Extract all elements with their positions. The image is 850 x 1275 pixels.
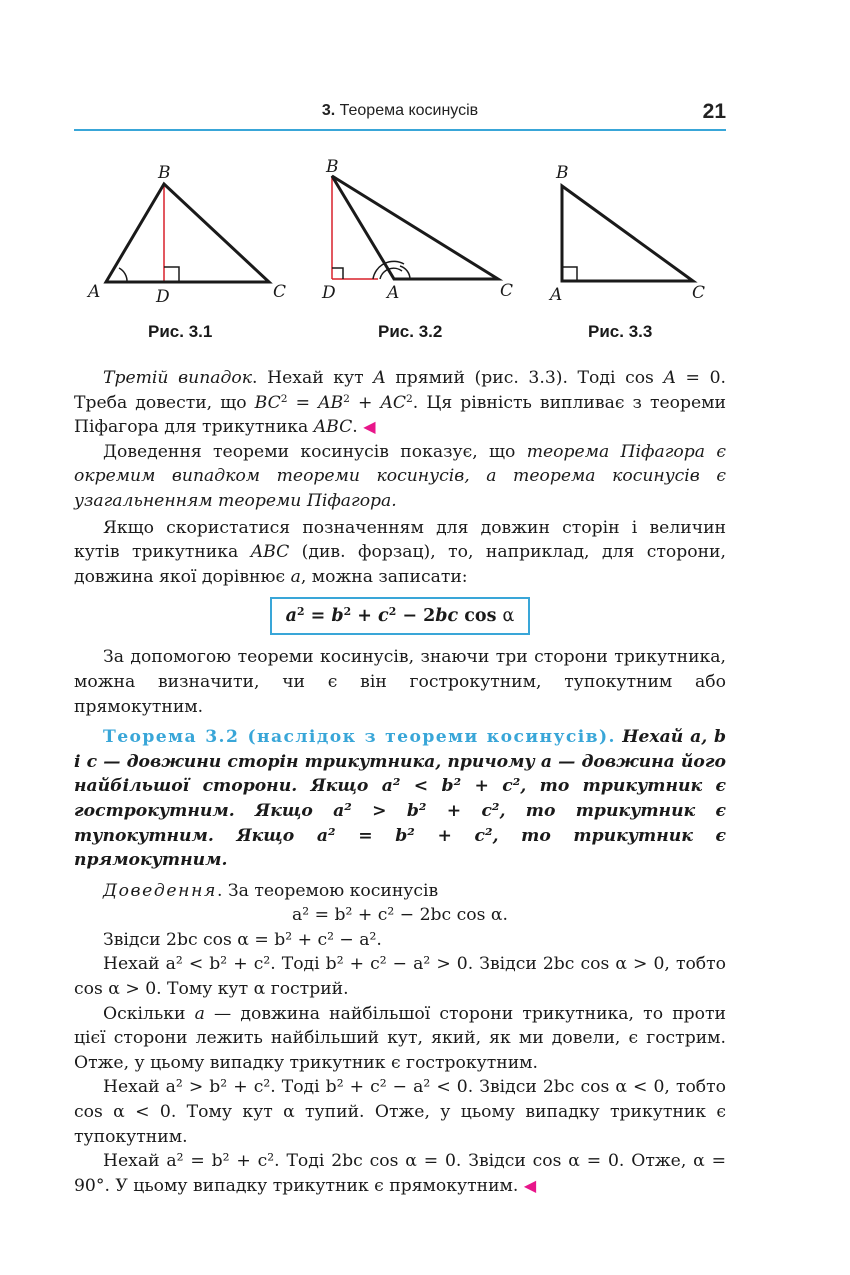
paragraph-third-case: Третій випадок. Нехай кут A прямий (рис. 3.3). Тоді cos A = 0. Треба довести, що $BC^2 = AB^2 + AC^2$. Ця рівність випливає з теореми Піфагора для трикутника ABC. ◀ bbox=[74, 368, 726, 438]
paragraph-notation bbox=[74, 516, 726, 590]
formula-box-wrapper bbox=[74, 597, 726, 635]
section-number: 3. bbox=[321, 102, 336, 119]
proof-label: Доведення bbox=[103, 880, 217, 901]
figure-caption-3-1: Рис. 3.1 bbox=[148, 322, 213, 341]
section-title: Теорема косинусів bbox=[339, 102, 479, 119]
text-run: . bbox=[352, 417, 358, 438]
vertex-label-b: B bbox=[158, 163, 171, 183]
math-var: A bbox=[373, 368, 386, 388]
case-label: Третій випадок bbox=[103, 368, 253, 388]
text-run: . Ця рівність випливає з теореми Піфагора для трикутника bbox=[74, 392, 726, 438]
math-var: ABC bbox=[313, 417, 353, 438]
vertex-label-c: C bbox=[273, 282, 287, 302]
theorem-title: Теорема 3.2 (наслідок з теореми косинусів). bbox=[103, 727, 616, 748]
vertex-label-b: B bbox=[556, 163, 569, 183]
end-of-proof-marker: ◀ bbox=[363, 417, 376, 437]
header-rule bbox=[74, 129, 726, 131]
page-header bbox=[74, 100, 726, 128]
right-angle-mark bbox=[332, 268, 343, 279]
text-run: , можна записати: bbox=[300, 566, 468, 587]
text-run: прямий (рис. 3.3). Тоді cos bbox=[385, 368, 664, 388]
running-title bbox=[74, 102, 726, 120]
figure-3-2-drawing bbox=[318, 150, 528, 310]
text-run: Якщо скористатися позначенням для довжин сторін і величин кутів трикутника bbox=[74, 517, 726, 563]
figure-3-3-drawing bbox=[546, 150, 726, 310]
vertex-label-d: D bbox=[156, 287, 170, 307]
italic-statement: теорема Піфагора є окремим випадком теореми косинусів, а теорема косинусів є узагальненням теореми Піфагора. bbox=[74, 441, 726, 511]
vertex-label-c: C bbox=[500, 281, 514, 301]
triangle-abc bbox=[562, 186, 693, 281]
vertex-label-b: B bbox=[326, 157, 339, 177]
paragraph-classification: За допомогою теореми косинусів, знаючи три сторони трикутника, можна визначити, чи є він гострокутним, тупокутним або прямокутним. bbox=[74, 647, 726, 717]
end-of-proof-marker: ◀ bbox=[523, 1175, 537, 1195]
proof-obtuse-case: Нехай a² > b² + c². Тоді b² + c² − a² < 0. Звідси 2bc cos α < 0, тобто cos α < 0. Тому кут α тупий. Отже, у цьому випадку трикутник є тупокутним. bbox=[74, 1077, 726, 1147]
text-run: Оскільки bbox=[103, 1003, 195, 1024]
angle-arc-a bbox=[119, 268, 127, 282]
text-run: Доведення теореми косинусів показує, що bbox=[103, 441, 527, 462]
vertex-label-a: A bbox=[88, 282, 101, 302]
vertex-label-a: A bbox=[387, 283, 400, 303]
body-text bbox=[74, 366, 726, 1198]
figure-3-1-drawing bbox=[86, 150, 296, 310]
equation-rearranged: Звідси 2bc cos α = b² + c² − a². bbox=[103, 929, 382, 950]
math-var: a bbox=[290, 566, 301, 587]
theorem-body: Нехай a, b і c — довжини сторін трикутника, причому a — довжина його найбільшої сторони. Якщо a² < b² + c², то трикутник є гострокутним. Якщо a² > b² + c², то трикутник є тупокутним. Якщо a² = b² + c², то трикутник є прямокутним. bbox=[74, 727, 726, 871]
text-run: . За теоремою косинусів bbox=[216, 880, 439, 901]
figure-3-2 bbox=[318, 150, 528, 310]
math-var: A bbox=[663, 368, 676, 388]
page-number: 21 bbox=[702, 100, 726, 123]
text-run: . Нехай кут bbox=[252, 368, 374, 388]
math-var: ABC bbox=[250, 542, 290, 563]
proof-largest-side bbox=[74, 1002, 726, 1076]
paragraph-pythagoras bbox=[74, 440, 726, 514]
proof-intro bbox=[74, 879, 726, 904]
theorem-3-2 bbox=[74, 725, 726, 873]
triangle-abc bbox=[332, 176, 498, 279]
law-of-cosines-formula: $a^2 = b^2 + c^2 - 2bc$ cos α bbox=[270, 597, 531, 635]
figure-3-3 bbox=[546, 150, 726, 310]
right-angle-mark bbox=[164, 267, 179, 282]
figure-caption-3-2: Рис. 3.2 bbox=[378, 322, 443, 341]
text-run: Нехай a² = b² + c². Тоді 2bc cos α = 0. Звідси cos α = 0. Отже, α = 90°. У цьому випадку трикутник є прямокутним. bbox=[74, 1151, 726, 1196]
vertex-label-a: A bbox=[550, 285, 563, 305]
math-var: a bbox=[194, 1003, 205, 1024]
figure-caption-3-3: Рис. 3.3 bbox=[588, 322, 653, 341]
figure-3-1 bbox=[86, 150, 296, 310]
equation-law-of-cosines: a² = b² + c² − 2bc cos α. bbox=[292, 905, 508, 926]
angle-arc-right bbox=[400, 266, 410, 279]
text-run: (див. форзац), то, наприклад, для сторони, довжина якої дорівнює bbox=[74, 542, 726, 587]
math-bc: BC bbox=[254, 392, 281, 413]
text-run: = 0. Треба довести, що bbox=[74, 368, 726, 413]
right-angle-mark bbox=[562, 267, 577, 281]
proof-right-case bbox=[74, 1149, 726, 1198]
text-run: — довжина найбільшої сторони трикутника, то проти цієї сторони лежить найбільший кут, який, як ми довели, є гострим. Отже, у цьому випадку трикутник є гострокутним. bbox=[74, 1003, 726, 1073]
vertex-label-c: C bbox=[692, 283, 706, 303]
proof-acute-case: Нехай a² < b² + c². Тоді b² + c² − a² > 0. Звідси 2bc cos α > 0, тобто cos α > 0. Тому кут α гострий. bbox=[74, 954, 726, 1000]
vertex-label-d: D bbox=[322, 283, 336, 303]
triangle-abc bbox=[106, 184, 269, 282]
